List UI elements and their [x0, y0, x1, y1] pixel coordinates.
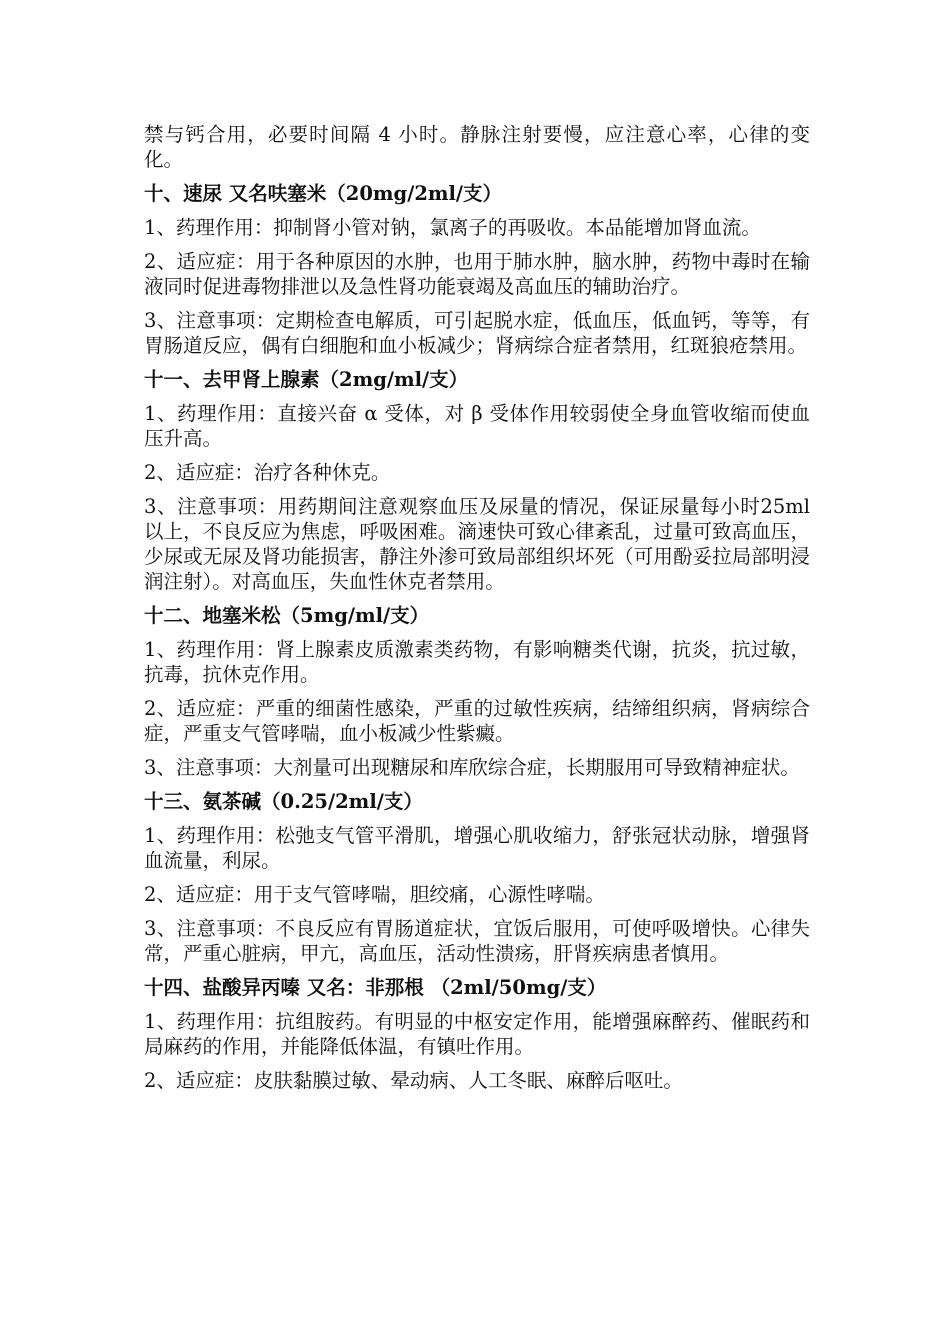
paragraph-10-pharmacology: 1、药理作用：抑制肾小管对钠，氯离子的再吸收。本品能增加肾血流。 [144, 216, 761, 239]
section-heading-12: 十二、地塞米松（5mg/ml/支） [144, 604, 430, 627]
paragraph-13-indications: 2、适应症：用于支气管哮喘，胆绞痛，心源性哮喘。 [144, 883, 605, 906]
paragraph-10-indications: 2、适应症：用于各种原因的水肿，也用于肺水肿，脑水肿，药物中毒时在输液同时促进毒物排泄以及急性肾功能衰竭及高血压的辅助治疗。 [144, 250, 810, 298]
paragraph-13-pharmacology: 1、药理作用：松弛支气管平滑肌，增强心肌收缩力，舒张冠状动脉，增强肾血流量，利尿。 [144, 824, 810, 872]
section-heading-14: 十四、盐酸异丙嗪 又名：非那根 （2ml/50mg/支） [144, 976, 607, 999]
paragraph-11-pharmacology: 1、药理作用：直接兴奋 α 受体，对 β 受体作用较弱使全身血管收缩而使血压升高。 [144, 402, 810, 450]
paragraph-13-precautions: 3、注意事项：不良反应有胃肠道症状，宜饭后服用，可使呼吸增快。心律失常，严重心脏病，甲亢，高血压，活动性溃疡，肝肾疾病患者慎用。 [144, 917, 810, 965]
paragraph-14-pharmacology: 1、药理作用：抗组胺药。有明显的中枢安定作用，能增强麻醉药、催眠药和局麻药的作用，并能降低体温，有镇吐作用。 [144, 1010, 810, 1058]
paragraph-12-precautions: 3、注意事项：大剂量可出现糖尿和库欣综合症，长期服用可导致精神症状。 [144, 756, 800, 779]
section-heading-10: 十、速尿 又名呋塞米（20mg/2ml/支） [144, 182, 503, 205]
section-heading-11: 十一、去甲肾上腺素（2mg/ml/支） [144, 368, 469, 391]
paragraph-continuation: 禁与钙合用，必要时间隔 4 小时。静脉注射要慢，应注意心率，心律的变化。 [144, 123, 810, 171]
paragraph-14-indications: 2、适应症：皮肤黏膜过敏、晕动病、人工冬眠、麻醉后呕吐。 [144, 1069, 683, 1092]
paragraph-12-indications: 2、适应症：严重的细菌性感染，严重的过敏性疾病，结缔组织病，肾病综合症，严重支气管哮喘，血小板减少性紫癜。 [144, 697, 810, 745]
section-heading-13: 十三、氨茶碱（0.25/2ml/支） [144, 790, 423, 813]
document-page [144, 122, 810, 1102]
paragraph-11-precautions: 3、注意事项：用药期间注意观察血压及尿量的情况，保证尿量每小时25ml 以上，不良反应为焦虑，呼吸困难。滴速快可致心律紊乱，过量可致高血压，少尿或无尿及肾功能损害，静注外渗可致局部组织坏死（可用酚妥拉局部明浸润注射）。对高血压，失血性休克者禁用。 [144, 495, 810, 593]
paragraph-10-precautions: 3、注意事项：定期检查电解质，可引起脱水症，低血压，低血钙，等等，有胃肠道反应，偶有白细胞和血小板减少；肾病综合症者禁用，红斑狼疮禁用。 [144, 309, 810, 357]
paragraph-12-pharmacology: 1、药理作用：肾上腺素皮质激素类药物，有影响糖类代谢，抗炎，抗过敏，抗毒，抗休克作用。 [144, 638, 810, 686]
paragraph-11-indications: 2、适应症：治疗各种休克。 [144, 461, 391, 484]
